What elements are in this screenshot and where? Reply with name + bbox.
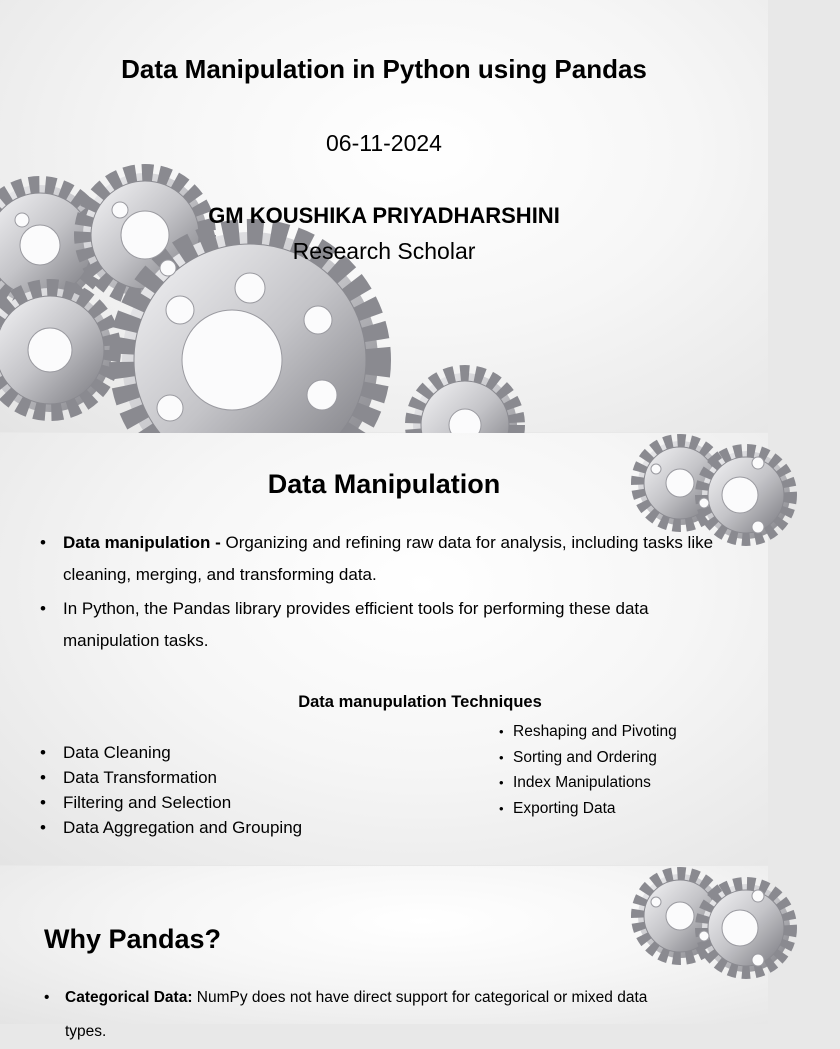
technique-label: Index Manipulations	[513, 774, 651, 791]
gears-graphic	[0, 150, 560, 432]
list-item	[40, 740, 302, 765]
bullet-icon: •	[40, 533, 46, 552]
technique-label: Data Cleaning	[63, 743, 171, 762]
author-role: Research Scholar	[292, 238, 476, 264]
list-item	[499, 770, 677, 796]
technique-label: Data Aggregation and Grouping	[63, 818, 303, 837]
technique-label: Data Transformation	[63, 768, 218, 787]
technique-label: Filtering and Selection	[63, 793, 232, 812]
list-item	[40, 815, 303, 840]
slide-2	[0, 433, 768, 865]
list-item	[44, 981, 665, 1049]
reasons-list	[44, 981, 665, 1049]
bullet-icon: •	[40, 599, 46, 618]
bullet-icon: •	[40, 768, 46, 787]
bullet-text: In Python, the Pandas library provides efficient tools for performing these data manipulation tasks.	[63, 599, 649, 650]
presentation-date: 06-11-2024	[326, 130, 442, 156]
bullet-text: NumPy does not have direct support for categorical or mixed data types.	[65, 989, 648, 1040]
list-item	[40, 593, 723, 657]
techniques-list-right	[499, 719, 677, 821]
list-item	[40, 527, 723, 591]
technique-label: Sorting and Ordering	[513, 748, 657, 766]
bullet-icon: •	[499, 724, 504, 739]
technique-label: Exporting Data	[513, 799, 616, 817]
bullet-term: Data manipulation -	[63, 533, 226, 552]
bullet-icon: •	[40, 793, 46, 812]
techniques-list-left	[40, 740, 303, 840]
gears-graphic	[628, 866, 768, 978]
list-item	[499, 719, 677, 745]
bullet-term: Categorical Data:	[65, 989, 193, 1006]
slide-3	[0, 866, 768, 1040]
slide-1	[0, 0, 768, 432]
technique-label: Reshaping and Pivoting	[513, 723, 677, 740]
list-item	[499, 796, 677, 822]
bullet-text: Organizing and refining raw data for analysis, including tasks like cleaning, merging, and transforming data.	[63, 533, 714, 584]
presentation-title: Data Manipulation in Python using Pandas	[121, 54, 647, 84]
bullet-icon: •	[40, 743, 46, 762]
techniques-heading: Data manupulation Techniques	[298, 693, 542, 711]
definition-list	[40, 527, 723, 657]
bullet-icon: •	[499, 749, 504, 765]
bullet-icon: •	[499, 775, 504, 790]
bullet-icon: •	[44, 989, 50, 1006]
list-item	[40, 765, 302, 790]
bullet-icon: •	[499, 800, 504, 816]
author-name: GM KOUSHIKA PRIYADHARSHINI	[208, 203, 560, 228]
slide-title: Data Manipulation	[267, 469, 501, 499]
slide-title: Why Pandas?	[44, 924, 222, 954]
bullet-icon: •	[40, 818, 46, 837]
list-item	[40, 790, 302, 815]
list-item	[499, 745, 677, 771]
